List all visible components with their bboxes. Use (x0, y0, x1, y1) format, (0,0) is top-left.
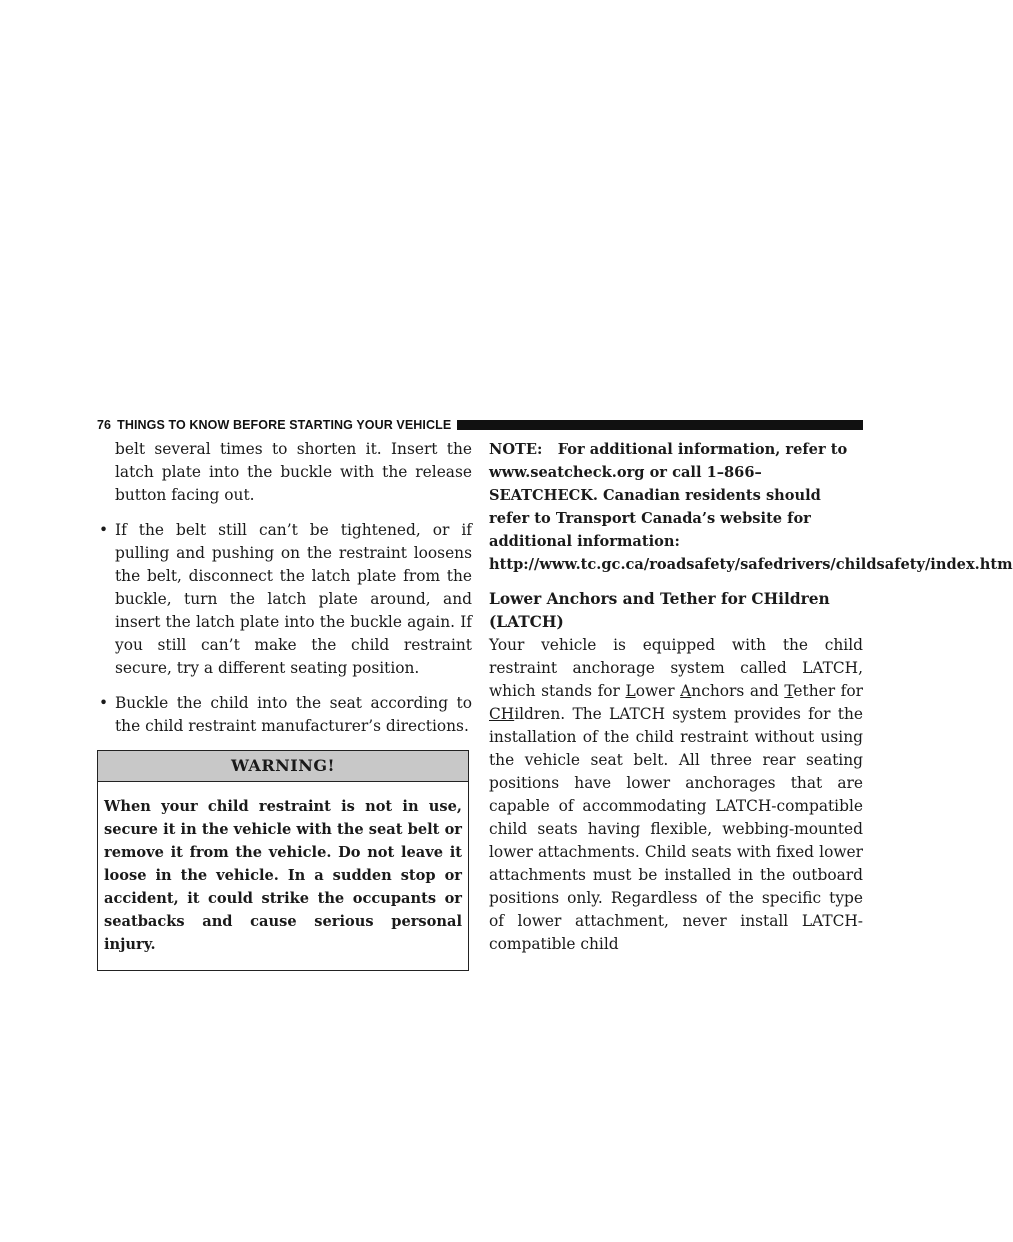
bullet-text: If the belt still can’t be tightened, or if pulling and pushing on the restraint loosens the belt, disconnect the latch plate from the buckle, turn the latch plate around, and insert the latch plate into the buckle again. If you still can’t make the child restraint secure, try a different seating position. (115, 521, 472, 677)
warning-title: WARNING! (98, 751, 468, 782)
underlined-letter: L (625, 682, 636, 700)
warning-box (97, 750, 469, 971)
bullet-text: Buckle the child into the seat according to the child restraint manufacturer’s directions. (115, 694, 472, 735)
note-label: NOTE: (489, 441, 543, 458)
bullet-icon: • (99, 694, 109, 712)
underlined-letter: A (680, 682, 692, 700)
bullet-icon: • (99, 521, 109, 539)
note-block (489, 438, 1013, 576)
continuation-paragraph: belt several times to shorten it. Insert the latch plate into the buckle with the release button facing out. (115, 440, 472, 504)
section-title: THINGS TO KNOW BEFORE STARTING YOUR VEHICLE (117, 418, 452, 432)
bullet-item (97, 519, 472, 680)
page-number: 76 (97, 418, 112, 432)
left-column (97, 438, 472, 971)
underlined-letter: T (784, 682, 794, 700)
warning-body: When your child restraint is not in use, secure it in the vehicle with the seat belt or remove it from the vehicle. Do not leave it loose in the vehicle. In a sudden stop or accident, it could strike the occupants or seatbacks and cause serious personal injury. (104, 798, 462, 953)
latch-paragraph: Your vehicle is equipped with the child restraint anchorage system called LATCH, which stands for Lower Anchors and Tether for CHildren. The LATCH system provides for the installation of the child restraint without using the vehicle seat belt. All three rear seating positions have lower anchorages that are capable of accommodating LATCH-compatible child seats having flexible, webbing-mounted lower attachments. Child seats with fixed lower attachments must be installed in the outboard positions only. Regardless of the specific type of lower attachment, never install LATCH-compatible child (489, 636, 863, 953)
header-rule (457, 420, 863, 430)
underlined-letter: CH (489, 705, 515, 723)
note-text: For additional information, refer to www.seatcheck.org or call 1–866–SEATCHECK. Canadian residents should refer to Transport Canada’s website for additional information: http://www.tc.gc.ca/roadsafety/safedrivers/childsafety/index.htm (489, 441, 1013, 573)
page-header (97, 418, 863, 432)
bullet-item (97, 692, 472, 738)
right-column (489, 438, 1013, 956)
section-heading: Lower Anchors and Tether for CHildren (LATCH) (489, 590, 830, 631)
